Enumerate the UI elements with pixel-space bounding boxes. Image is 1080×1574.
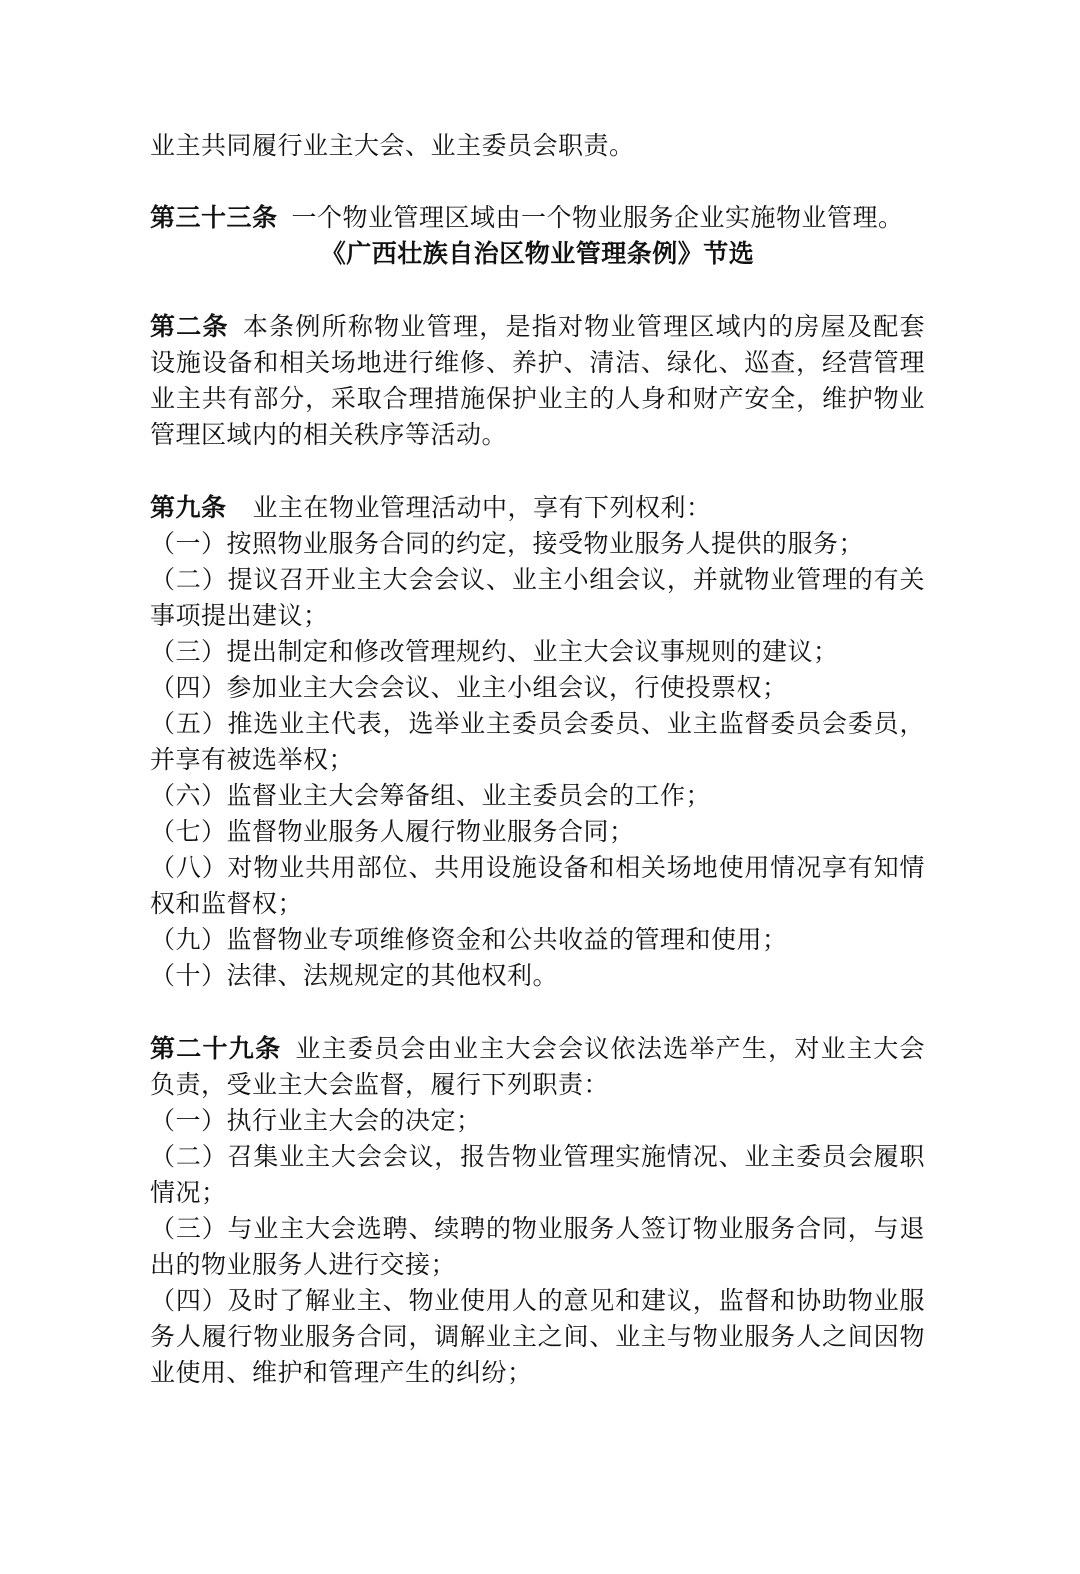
list-item: （二）提议召开业主大会会议、业主小组会议，并就物业管理的有关事项提出建议； bbox=[150, 565, 925, 630]
list-item: （五）推选业主代表，选举业主委员会委员、业主监督委员会委员，并享有被选举权； bbox=[150, 709, 925, 774]
article-29 bbox=[150, 1031, 925, 1391]
article-9 bbox=[150, 490, 925, 994]
article-2 bbox=[150, 309, 925, 453]
list-item: （二）召集业主大会会议，报告物业管理实施情况、业主委员会履职情况； bbox=[150, 1142, 925, 1207]
continuation-paragraph: 业主共同履行业主大会、业主委员会职责。 bbox=[150, 131, 635, 160]
article-9-label: 第九条 bbox=[150, 493, 227, 522]
list-item: （七）监督物业服务人履行物业服务合同； bbox=[150, 817, 635, 846]
list-item: （三）与业主大会选聘、续聘的物业服务人签订物业服务合同，与退出的物业服务人进行交接； bbox=[150, 1214, 925, 1279]
list-item: （三）提出制定和修改管理规约、业主大会议事规则的建议； bbox=[150, 637, 839, 666]
article-2-text: 本条例所称物业管理，是指对物业管理区域内的房屋及配套设施设备和相关场地进行维修、养护、清洁、绿化、巡查，经营管理业主共有部分，采取合理措施保护业主的人身和财产安全，维护物业管理区域内的相关秩序等活动。 bbox=[150, 312, 925, 449]
list-item: （四）及时了解业主、物业使用人的意见和建议，监督和协助物业服务人履行物业服务合同，调解业主之间、业主与物业服务人之间因物业使用、维护和管理产生的纠纷； bbox=[150, 1286, 925, 1387]
article-29-intro bbox=[150, 1031, 925, 1103]
article-33 bbox=[150, 200, 925, 236]
document-body bbox=[150, 128, 925, 1391]
article-9-intro bbox=[150, 490, 925, 526]
article-33-label: 第三十三条 bbox=[150, 203, 278, 232]
article-33-text: 一个物业管理区域由一个物业服务企业实施物业管理。 bbox=[291, 203, 904, 232]
article-29-label: 第二十九条 bbox=[150, 1034, 282, 1063]
list-item: （九）监督物业专项维修资金和公共收益的管理和使用； bbox=[150, 925, 788, 954]
section-title: 《广西壮族自治区物业管理条例》节选 bbox=[320, 239, 755, 268]
article-9-text: 业主在物业管理活动中，享有下列权利： bbox=[252, 493, 712, 522]
list-item: （一）执行业主大会的决定； bbox=[150, 1106, 482, 1135]
article-29-text: 业主委员会由业主大会会议依法选举产生，对业主大会负责，受业主大会监督，履行下列职责： bbox=[150, 1034, 925, 1099]
list-item: （六）监督业主大会筹备组、业主委员会的工作； bbox=[150, 781, 712, 810]
list-item: （十）法律、法规规定的其他权利。 bbox=[150, 961, 559, 990]
list-item: （八）对物业共用部位、共用设施设备和相关场地使用情况享有知情权和监督权； bbox=[150, 853, 925, 918]
article-2-label: 第二条 bbox=[150, 312, 229, 341]
list-item: （四）参加业主大会会议、业主小组会议，行使投票权； bbox=[150, 673, 788, 702]
list-item: （一）按照物业服务合同的约定，接受物业服务人提供的服务； bbox=[150, 529, 865, 558]
